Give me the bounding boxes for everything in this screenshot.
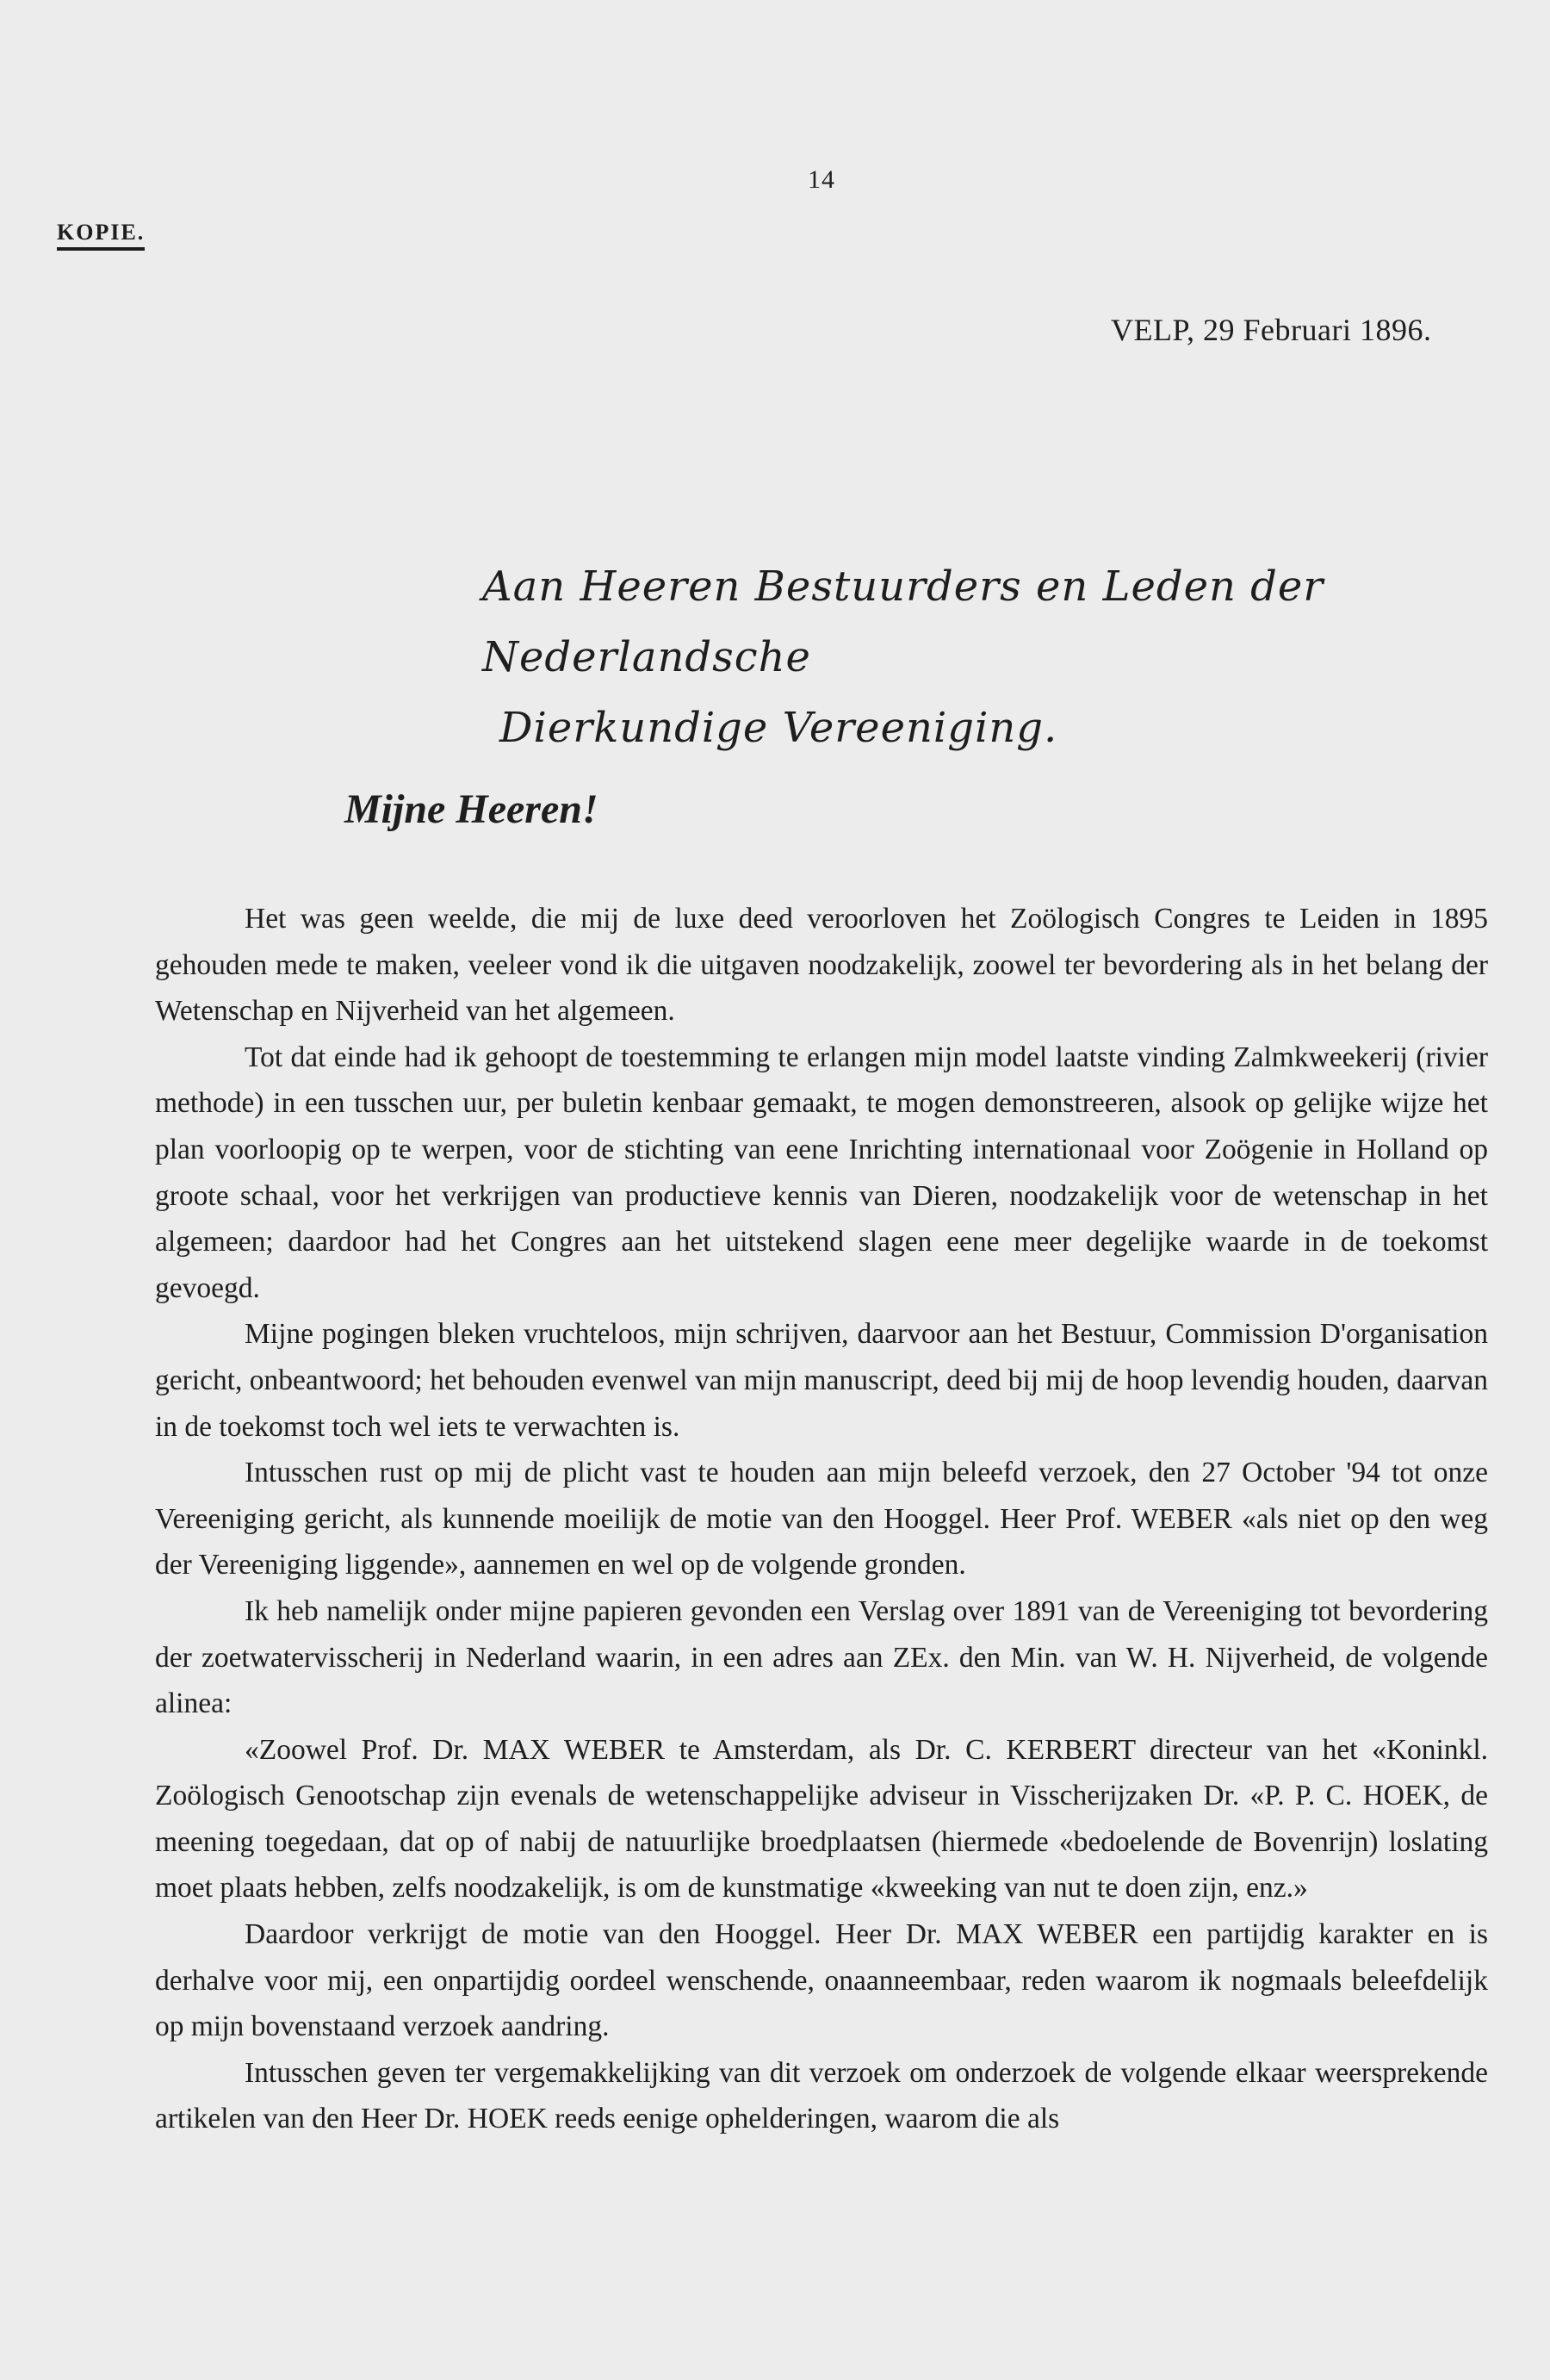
paragraph: Tot dat einde had ik gehoopt de toestemming te erlangen mijn model laatste vinding Zalmkweekerij (rivier methode) in een tusschen uur, per buletin kenbaar gemaakt, te mogen demonstreeren, alsook op gelijke wijze het plan voorloopig op te werpen, voor de stichting van eene Inrichting internationaal voor Zoögenie in Holland op groote schaal, voor het verkrijgen van productieve kennis van Dieren, noodzakelijk voor de wetenschap in het algemeen; daardoor had het Congres aan het uitstekend slagen eene meer degelijke waarde in de toekomst gevoegd. bbox=[155, 1041, 1488, 1304]
paragraph: Intusschen geven ter vergemakkelijking van dit verzoek om onderzoek de volgende elkaar weersprekende artikelen van den Heer Dr. HOEK reeds eenige ophelderingen, waarom die als bbox=[155, 2056, 1488, 2135]
page-number: 14 bbox=[808, 165, 835, 194]
paragraph: Intusschen rust op mij de plicht vast te houden aan mijn beleefd verzoek, den 27 October '94 tot onze Vereeniging gericht, als kunnende moeilijk de motie van den Hooggel. Heer Prof. WEBER «als niet op den weg der Vereeniging liggende», aannemen en wel op de volgende gronden. bbox=[155, 1457, 1488, 1581]
paragraph: Mijne pogingen bleken vruchteloos, mijn schrijven, daarvoor aan het Bestuur, Commission D'organisation gericht, onbeantwoord; het behouden evenwel van mijn manuscript, deed bij mij de hoop levendig houden, daarvan in de toekomst toch wel iets te verwachten is. bbox=[155, 1318, 1489, 1443]
letter-body bbox=[155, 896, 1488, 2142]
salutation: Mijne Heeren! bbox=[344, 786, 598, 832]
header-label: KOPIE. bbox=[57, 221, 145, 251]
dateline: VELP, 29 Februari 1896. bbox=[1111, 313, 1432, 347]
quoted-paragraph: «Zoowel Prof. Dr. MAX WEBER te Amsterdam, als Dr. C. KERBERT directeur van het «Koninkl. Zoölogisch Genootschap zijn evenals de wetenschappelijke adviseur in Visscherijzaken Dr. «P. P. C. HOEK, de meening toegedaan, dat op of nabij de natuurlijke broedplaatsen (hiermede «bedoelende de Bovenrijn) loslating moet plaats hebben, zelfs noodzakelijk, is om de kunstmatige «kweeking van nut te doen zijn, enz.» bbox=[155, 1733, 1488, 1905]
address-line-2: Dierkundige Vereeniging. bbox=[499, 704, 1058, 752]
address-line-1: Aan Heeren Bestuurders en Leden der Nederlandsche bbox=[482, 562, 1324, 681]
paragraph: Daardoor verkrijgt de motie van den Hooggel. Heer Dr. MAX WEBER een partijdig karakter en is derhalve voor mij, een onpartijdig oordeel wenschende, onaanneembaar, reden waarom ik nogmaals beleefdelijk op mijn bovenstaand verzoek aandring. bbox=[155, 1918, 1488, 2043]
paragraph: Ik heb namelijk onder mijne papieren gevonden een Verslag over 1891 van de Vereeniging tot bevordering der zoetwatervisscherij in Nederland waarin, in een adres aan ZEx. den Min. van W. H. Nijverheid, de volgende alinea: bbox=[155, 1594, 1488, 1720]
address-block bbox=[482, 551, 1516, 763]
paragraph: Het was geen weelde, die mij de luxe deed veroorloven het Zoölogisch Congres te Leiden in 1895 gehouden mede te maken, veeleer vond ik die uitgaven noodzakelijk, zoowel ter bevordering als in het belang der Wetenschap en Nijverheid van het algemeen. bbox=[155, 903, 1488, 1028]
